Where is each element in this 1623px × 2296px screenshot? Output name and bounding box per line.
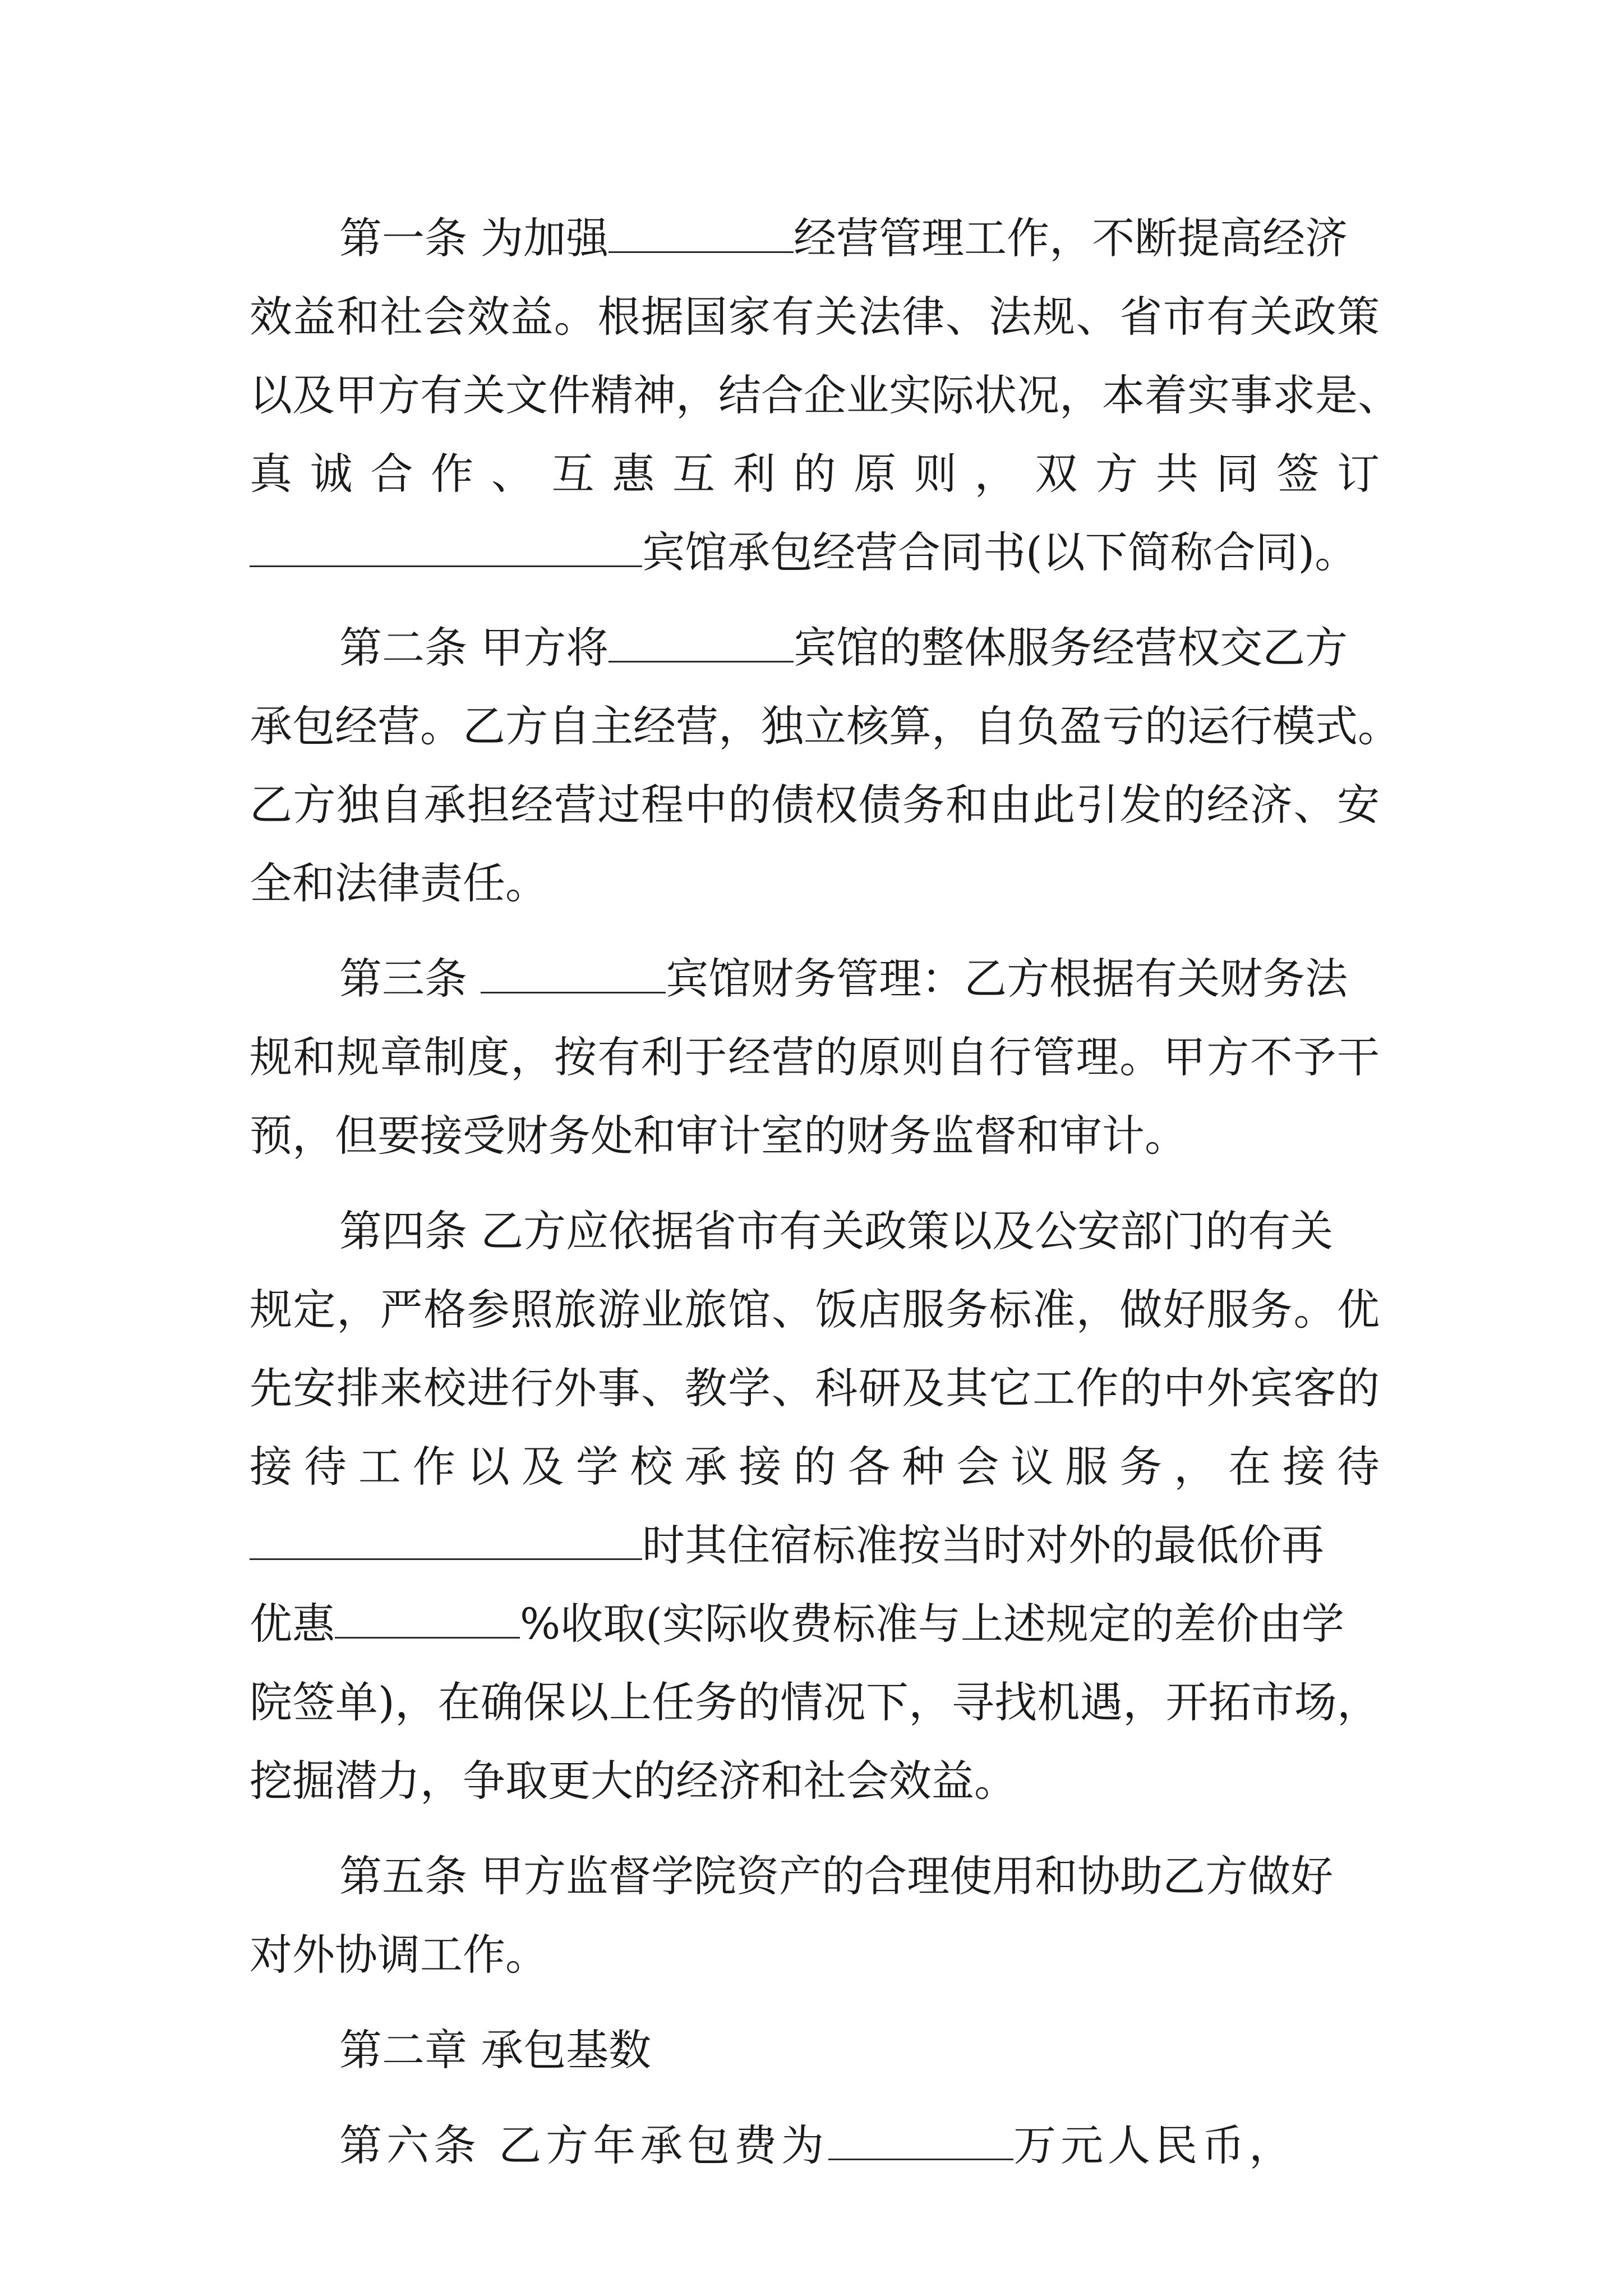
contract-body: [250, 199, 1400, 2185]
chapter2-heading: 第二章 承包基数: [339, 2025, 652, 2075]
text: 万元人民币，: [1013, 2120, 1297, 2170]
text: 第六条 乙方年承包费为: [339, 2120, 829, 2170]
article2-line3: 乙方独自承担经营过程中的债权债务和由此引发的经济、安: [250, 780, 1380, 830]
article4-line8: 挖掘潜力，争取更大的经济和社会效益。: [250, 1756, 1017, 1806]
article1-line3: 以及甲方有关文件精神，结合企业实际状况，本着实事求是、: [250, 370, 1400, 420]
article1-line1: [250, 199, 1380, 278]
fill-blank: [250, 531, 642, 567]
article4-line7: 院签单)，在确保以上任务的情况下，寻找机遇，开拓市场，: [250, 1677, 1380, 1727]
text: 宾馆财务管理：乙方根据有关财务法: [666, 954, 1348, 1004]
text: %收取(实际收费标准与上述规定的差价由学: [520, 1599, 1344, 1649]
text: 优惠: [250, 1599, 335, 1649]
fill-blank: [608, 626, 794, 662]
fill-blank: [828, 2124, 1013, 2160]
fill-blank: [608, 217, 794, 253]
text: 第二条 甲方将: [339, 623, 609, 673]
article2-line2: 承包经营。乙方自主经营，独立核算，自负盈亏的运行模式。: [250, 701, 1400, 751]
text: 经营管理工作，不断提高经济: [794, 213, 1348, 263]
text: 宾馆承包经营合同书(以下简称合同)。: [642, 527, 1358, 577]
text: 时其住宿标准按当时对外的最低价再: [642, 1520, 1324, 1570]
article1-line2: 效益和社会效益。根据国家有关法律、法规、省市有关政策: [250, 292, 1380, 342]
article4-line4: 接待工作以及学校承接的各种会议服务，在接待: [250, 1442, 1380, 1492]
article1-line5: [250, 513, 1380, 592]
article2-line1: [250, 609, 1380, 687]
article4-line2: 规定，严格参照旅游业旅馆、饭店服务标准，做好服务。优: [250, 1285, 1380, 1335]
fill-blank: [335, 1602, 520, 1639]
article6-line1: [250, 2106, 1380, 2185]
article4-line3: 先安排来校进行外事、教学、科研及其它工作的中外宾客的: [250, 1363, 1380, 1413]
text: 第三条: [339, 954, 481, 1004]
article3-line2: 规和规章制度，按有利于经营的原则自行管理。甲方不予干: [250, 1032, 1380, 1082]
text: 宾馆的整体服务经营权交乙方: [794, 623, 1348, 673]
article2-line4: 全和法律责任。: [250, 858, 548, 908]
article5-line1: 第五条 甲方监督学院资产的合理使用和协助乙方做好: [339, 1851, 1334, 1901]
article3-line3: 预，但要接受财务处和审计室的财务监督和审计。: [250, 1111, 1187, 1161]
fill-blank: [481, 957, 666, 993]
fill-blank: [250, 1524, 642, 1560]
article4-line5: [250, 1506, 1380, 1585]
text: 第一条 为加强: [339, 213, 609, 263]
article4-line1: 第四条 乙方应依据省市有关政策以及公安部门的有关: [339, 1206, 1334, 1256]
article5-line2: 对外协调工作。: [250, 1930, 548, 1980]
article4-line6: [250, 1585, 1380, 1663]
article1-line4: 真诚合作、互惠互利的原则，双方共同签订: [250, 449, 1380, 499]
article3-line1: [250, 940, 1380, 1018]
